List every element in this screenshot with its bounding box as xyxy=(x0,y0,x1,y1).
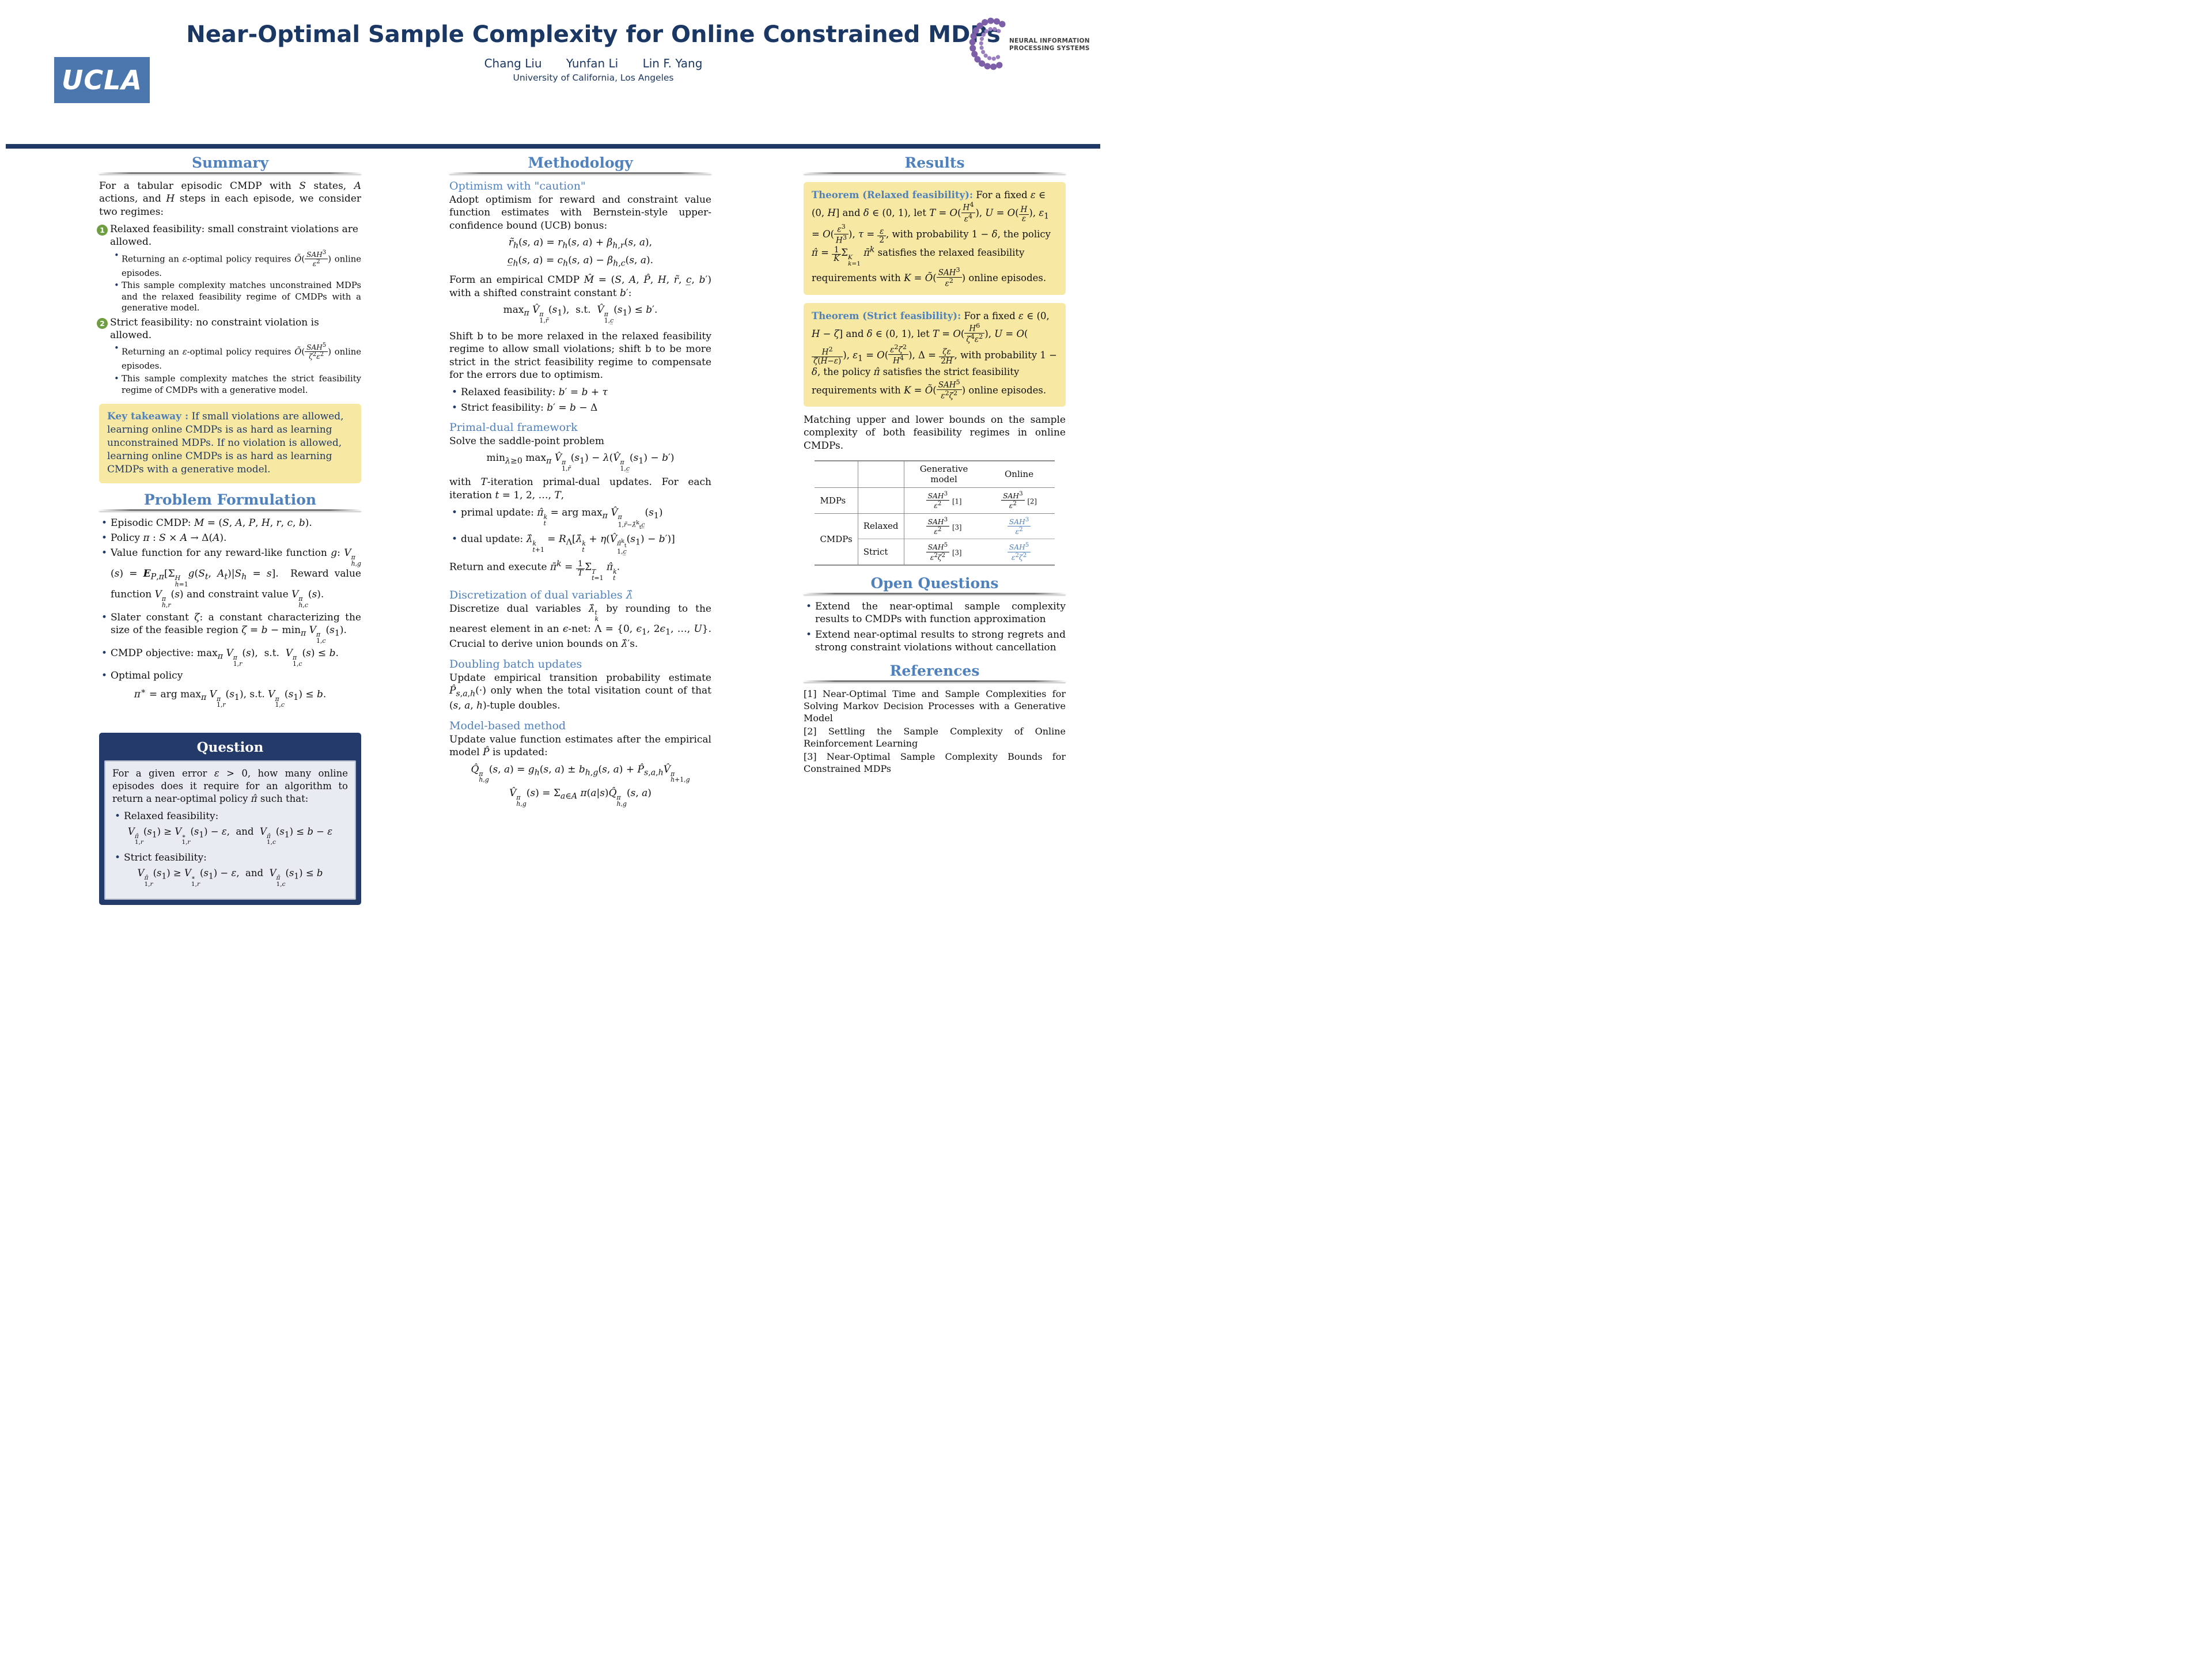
list-item: • Relaxed feasibility: b′ = b + τ xyxy=(452,386,711,399)
optimal-policy-equation: π∗ = arg $\max_\pi V$ π 1,r $(s_1)$, s.t. V π 1,c $(s_1) \le b$. xyxy=(134,686,327,709)
list-item: • Strict feasibility: xyxy=(115,851,348,864)
key-takeaway-box xyxy=(99,404,361,483)
list-item: • Relaxed feasibility: xyxy=(115,810,348,823)
complexity-table xyxy=(815,460,1054,566)
summary-item-title: Strict feasibility: no constraint violation is allowed. xyxy=(110,316,319,342)
list-item: • CMDP objective: $\max_\pi V$ π 1,r (s), s.t. V π 1,c (s) ≤ b. xyxy=(101,647,361,668)
paragraph: Discretize dual variables λ̂ t k by rounding to the nearest element in an ϵ-net: Λ = {0, $\epsilon_1$, $2\epsilon_1$, …, U}. Crucial to derive union bounds on λ̂′s. xyxy=(449,603,711,650)
subheading-doubling-batch: Doubling batch updates xyxy=(449,657,582,671)
cell-value-highlight: SAH$^3$ $\varepsilon^2$ xyxy=(984,513,1055,539)
table-row xyxy=(815,513,1054,539)
question-title: Question xyxy=(196,740,264,756)
matching-bounds-text: Matching upper and lower bounds on the sample complexity of both feasibility regimes in online CMDPs. xyxy=(804,414,1066,452)
list-item: • Value function for any reward-like function g: V π h,g $(s) = E_{P,\pi}[\Sigma$ H h=1 $g(S_t$, $A_t)|S_h = s$]. Reward value function V π h,r (s) and constraint value V π h,c (s). xyxy=(101,547,361,608)
list-item: • Returning an ε-optimal policy requires Õ( SAH$^3$ $\varepsilon^2$ ) online episodes. xyxy=(114,250,361,279)
paragraph: with T-iteration primal-dual updates. For each iteration t = 1, 2, …, T, xyxy=(449,476,711,501)
paragraph: Solve the saddle-point problem xyxy=(449,435,604,448)
header xyxy=(81,21,1106,83)
summary-intro: For a tabular episodic CMDP with S states, A actions, and H steps in each episode, we consider two regimes: xyxy=(99,180,361,218)
cell-value: SAH$^3$ $\varepsilon^2$ [1] xyxy=(904,487,984,513)
table-header-row xyxy=(815,461,1054,487)
item-number-badge: 2 xyxy=(97,318,108,329)
list-item: • Extend near-optimal results to strong regrets and strong constraint violations without cancellation xyxy=(806,628,1066,654)
heading-rule xyxy=(99,509,361,511)
subheading-optimism: Optimism with "caution" xyxy=(449,180,586,192)
heading-rule xyxy=(449,172,711,174)
heading-rule xyxy=(804,593,1066,594)
list-item: • This sample complexity matches the strict feasibility regime of CMDPs with a generative model. xyxy=(114,373,361,396)
question-intro: For a given error ε > 0, how many online episodes does it require for an algorithm to return a near-optimal policy π̂ such that: xyxy=(112,768,348,804)
cell-value: SAH$^5$ $\varepsilon^2\zeta^2$ [3] xyxy=(904,539,984,565)
column-header-online: Online xyxy=(984,461,1055,487)
paragraph: Update value function estimates after the empirical model P̂ is updated: xyxy=(449,733,711,759)
summary-sublist xyxy=(99,343,361,396)
key-takeaway-label: Key takeaway : xyxy=(107,411,189,423)
summary-item-title: Relaxed feasibility: small constraint violations are allowed. xyxy=(110,224,358,248)
paragraph: Shift b to be more relaxed in the relaxed feasibility regime to allow small violations; shift b to be more strict in the strict feasibility regime to compensate for the errors due to optimism. xyxy=(449,330,711,381)
heading-rule xyxy=(804,172,1066,174)
results-heading: Results xyxy=(904,154,965,171)
update-bullet-list xyxy=(449,506,711,555)
paragraph: Return and execute π̄$^k$ = $\frac{1}{T}$ Σ T t=1 π̂ k t . xyxy=(449,559,620,582)
references-heading: References xyxy=(889,662,980,679)
relaxed-feasibility-equation: V π̂ 1,r $(s_1) \ge V$ ∗ 1,r $(s_1) - \varepsilon$, and V π̂ 1,c $(s_1) \le b - \varepsilon$ xyxy=(127,826,333,846)
row-sublabel: Relaxed xyxy=(858,513,904,539)
question-body xyxy=(104,760,356,900)
subheading-discretization: Discretization of dual variables λ̂ xyxy=(449,588,633,601)
list-item: • Returning an ε-optimal policy requires Õ( SAH$^5$ $\zeta^2\varepsilon^2$ ) online episodes. xyxy=(114,343,361,372)
ucb-constraint-equation: $c̲_h(s$, $a) = c_h(s$, $a) - \beta_{h,c}(s$, a). xyxy=(507,254,654,268)
list-item: • Extend the near-optimal sample complexity results to CMDPs with function approximation xyxy=(806,600,1066,626)
list-item: • Policy π : S × A → Δ(A). xyxy=(101,532,361,544)
key-takeaway-text: If small violations are allowed, learning online CMDPs is as hard as learning unconstrained MDPs. If no violation is allowed, learning online CMDPs is as hard as learning CMDPs with a generative model. xyxy=(107,411,344,476)
subheading-model-based: Model-based method xyxy=(449,719,566,732)
reference-item: [2] Settling the Sample Complexity of Online Reinforcement Learning xyxy=(804,726,1066,749)
neurips-swirl-icon xyxy=(972,17,1008,73)
heading-rule xyxy=(99,172,361,174)
problem-bullet-list xyxy=(99,517,361,683)
problem-formulation-heading: Problem Formulation xyxy=(143,491,317,508)
q-update-equation: Q̂ π h,g (s, $a) = g_h(s$, $a) \pm b_{h,g}(s$, $a) + P̂_{s,a,h}V̂$ π h+1,g xyxy=(471,763,690,784)
row-sublabel: Strict xyxy=(858,539,904,565)
summary-item-strict xyxy=(99,316,361,342)
subheading-primal-dual: Primal-dual framework xyxy=(449,421,578,434)
paragraph: Form an empirical CMDP M̂ = (S, A, P̂, H, r̃, c̲, b′) with a shifted constraint constant b′: xyxy=(449,274,711,299)
authors xyxy=(81,56,1106,70)
open-questions-heading: Open Questions xyxy=(870,574,999,592)
list-item: • Optimal policy xyxy=(101,669,361,682)
neurips-logo xyxy=(972,17,1093,73)
question-bullet-list xyxy=(112,810,348,823)
reference-item: [3] Near-Optimal Sample Complexity Bounds for Constrained MDPs xyxy=(804,751,1066,775)
ucb-reward-equation: $r̃_h(s$, $a) = r_h(s$, $a) + \beta_{h,r}(s$, a), xyxy=(508,237,653,251)
strict-feasibility-equation: V π̂ 1,r $(s_1) \ge V$ ∗ 1,r $(s_1) - \varepsilon$, and V π̂ 1,c $(s_1) \le b$ xyxy=(137,868,323,888)
empirical-cmdp-objective-equation: $\max_\pi$ V̂ π 1,r̃ $(s_1)$, s.t. V̂ π 1,c̲ $(s_1) \le b'$. xyxy=(503,304,658,324)
list-item: • primal update: π̂ k t = arg $\max_\pi$ V̂ π 1,r̃−λ̂$^k_t$c̲ $(s_1)$ xyxy=(452,506,711,531)
cell-value: SAH$^3$ $\varepsilon^2$ [3] xyxy=(904,513,984,539)
open-questions-list xyxy=(804,600,1066,654)
theorem-relaxed-box xyxy=(804,182,1066,295)
list-item: • This sample complexity matches unconstrained MDPs and the relaxed feasibility regime of CMDPs with a generative model. xyxy=(114,280,361,314)
methodology-heading: Methodology xyxy=(528,154,633,171)
row-label: CMDPs xyxy=(815,513,858,565)
summary-column xyxy=(99,154,361,905)
neurips-logo-text: NEURAL INFORMATION PROCESSING SYSTEMS xyxy=(1009,37,1090,52)
question-bullet-list xyxy=(112,851,348,864)
page-title: Near-Optimal Sample Complexity for Online Constrained MDPs xyxy=(186,21,1001,48)
table-row xyxy=(815,487,1054,513)
theorem-strict-box xyxy=(804,303,1066,407)
author: Lin F. Yang xyxy=(642,56,703,70)
theorem-body: For a fixed ε ∈ (0, H] and δ ∈ (0, 1), let T = O( $\frac{H^4}{\varepsilon^4}$ ), U = O( $\frac{H}{\varepsilon}$ ), $\varepsilon_1 = O$( $\frac{\varepsilon^3}{H^3}$ ), τ = $\frac{\varepsilon}{2}$ , with probability 1 − δ, the policy π̂ = $\frac{1}{K}$ Σ K k=1 π̄$^k$ satisfies the relaxed feasibility requirements with K = Õ( SAH$^3$ $\varepsilon^2$ ) online episodes. xyxy=(812,190,1051,289)
list-item: • dual update: λ̂ k t+1 = $R_\Lambda[\lambdâ$ k t + η(V̂ π̂$^k_t$ 1,c̲ $(s_1) - b'$)] xyxy=(452,533,711,555)
list-item: • Episodic CMDP: M = (S, A, P, H, r, c, b). xyxy=(101,517,361,529)
theorem-label: Theorem (Strict feasibility): xyxy=(812,310,961,321)
theorem-label: Theorem (Relaxed feasibility): xyxy=(812,190,974,200)
summary-item-relaxed xyxy=(99,223,361,248)
summary-sublist xyxy=(99,250,361,314)
paragraph: Update empirical transition probability estimate $P̂_{s,a,h}(\cdot)$ only when the total visitation count of that (s, a, h)-tuple doubles. xyxy=(449,672,711,712)
heading-rule xyxy=(804,680,1066,682)
list-item: • Slater constant ζ: a constant characterizing the size of the feasible region $\zeta = b - \min_\pi V$ π 1,c $(s_1)$. xyxy=(101,611,361,645)
list-item: • Strict feasibility: b′ = b − Δ xyxy=(452,402,711,414)
saddle-point-equation: $\min_{\lambda\ge 0} \max_\pi$ V̂ π 1,r̃ $(s_1)$ − λ(V̂ π 1,c̲ $(s_1) - b'$) xyxy=(486,452,675,472)
author: Yunfan Li xyxy=(566,56,619,70)
question-box xyxy=(99,733,361,905)
header-divider-bar xyxy=(6,144,1100,149)
methodology-column xyxy=(449,154,711,812)
reference-item: [1] Near-Optimal Time and Sample Complexities for Solving Markov Decision Processes with a Generative Model xyxy=(804,688,1066,724)
row-label: MDPs xyxy=(815,487,858,513)
results-column xyxy=(804,154,1066,776)
paragraph: Adopt optimism for reward and constraint value function estimates with Bernstein-style upper-confidence bound (UCB) bonus: xyxy=(449,194,711,232)
poster xyxy=(0,0,1106,888)
ucla-logo-text: UCLA xyxy=(61,65,143,96)
affiliation: University of California, Los Angeles xyxy=(513,73,674,83)
author: Chang Liu xyxy=(484,56,542,70)
shift-bullet-list xyxy=(449,386,711,414)
v-update-equation: V̂ π h,g $(s) = \Sigma_{a\in A}$ π(a|s)Q̂ π h,g (s, a) xyxy=(509,787,652,808)
cell-value: SAH$^3$ $\varepsilon^2$ [2] xyxy=(984,487,1055,513)
column-header-generative: Generative model xyxy=(904,461,984,487)
theorem-body: For a fixed ε ∈ (0, H − ζ] and δ ∈ (0, 1), let T = O( $\frac{H^6}{\zeta^4\varepsilon^2}$ ), U = O( $\frac{H^2}{\zeta(H-\varepsilon)}$ ), $\varepsilon_1 = O$( $\frac{\varepsilon^2\zeta^2}{H^4}$ ), Δ = $\frac{\zeta\varepsilon}{2H}$ , with probability 1 − δ, the policy π̂ satisfies the strict feasibility requirements with K = Õ( SAH$^5$ $\varepsilon^2\zeta^2$ ) online episodes. xyxy=(812,310,1057,401)
cell-value-highlight: SAH$^5$ $\varepsilon^2\zeta^2$ xyxy=(984,539,1055,565)
summary-heading: Summary xyxy=(191,154,269,171)
item-number-badge: 1 xyxy=(97,225,108,236)
